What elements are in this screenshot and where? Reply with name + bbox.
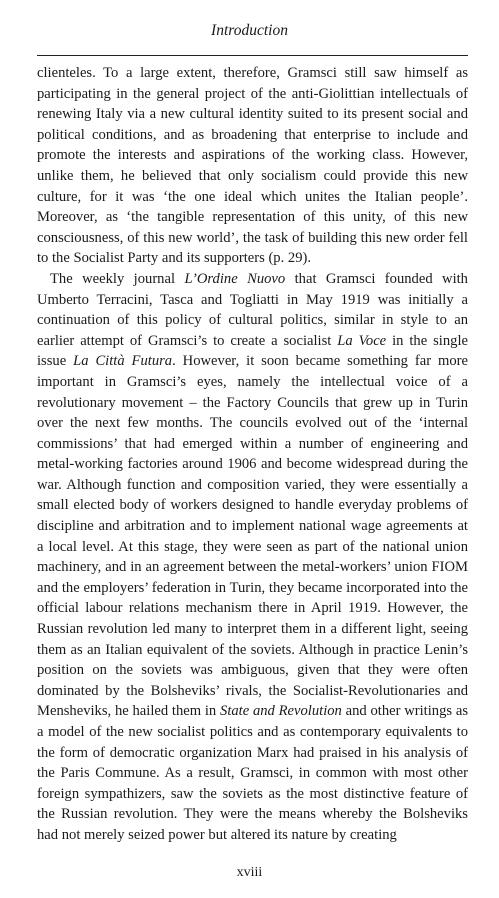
body-text	[37, 63, 468, 846]
paragraph-1	[37, 63, 468, 269]
paragraph-2	[37, 269, 468, 846]
paragraph-2-text-5: and other writings as a model of the new socialist politics and as contemporary equivalents to the form of democratic organization Marx had praised in his analysis of the Paris Commune. As a result, Gramsci, in common with most other foreign sympathizers, saw the soviets as the most distinctive feature of the Russian revolution. They were the means whereby the Bolsheviks had not merely seized power but altered its nature by creating	[37, 703, 468, 843]
paragraph-2-text-3: in the single issue	[37, 332, 468, 370]
paragraph-2-text-4: . However, it soon became something far more important in Gramsci’s eyes, namely the intellectual voice of a revolutionary movement – the Factory Councils that grew up in Turin over the next few months. The councils evolved out of the ‘internal commissions’ that had emerged within a number of engineering and metal-working factories around 1906 and become widespread during the war. Although function and composition varied, they were essentially a small elected body of workers designed to handle everyday problems of discipline and arbitration and to implement national wage agreements at a local level. At this stage, they were seen as part of the national union machinery, and in an agreement between the metal-workers’ union FIOM and the employers’ federation in Turin, they became incorporated into the official labour relations mechanism there in April 1919. However, the Russian revolution led many to interpret them in a different light, seeing them as an Italian equivalent of the soviets. Although in practice Lenin’s position on the soviets was ambiguous, given that they were often dominated by the Bolsheviks’ rivals, the Socialist-Revolutionaries and Mensheviks, he hailed them in	[37, 353, 468, 720]
paragraph-2-text-1: The weekly journal	[50, 270, 185, 287]
journal-title-ordine-nuovo: L’Ordine Nuovo	[184, 270, 286, 287]
paragraph-2-text-2: that Gramsci founded with Umberto Terracini, Tasca and Togliatti in May 1919 was initially a continuation of this policy of cultural politics, similar in style to an earlier attempt of Gramsci’s to create a socialist	[37, 270, 468, 349]
book-title-state-and-revolution: State and Revolution	[220, 703, 342, 720]
header-rule	[37, 55, 468, 56]
page-number: xviii	[236, 865, 263, 880]
journal-title-citta-futura: La Città Futura	[73, 353, 173, 370]
paragraph-1-text: clienteles. To a large extent, therefore, Gramsci still saw himself as participating in the general project of the anti-Giolittian intellectuals of renewing Italy via a new cultural identity suited to its present social and political conditions, and as broadening that enterprise to include and promote the interests and aspirations of the working class. However, unlike them, he believed that only socialism could provide this new culture, for it was ‘the one ideal which unites the Italian people’. Moreover, as ‘the tangible representation of this unity, of this new consciousness, of this new world’, the task of building this new order fell to the Socialist Party and its supporters (p. 29).	[37, 65, 468, 267]
journal-title-la-voce: La Voce	[337, 332, 387, 349]
running-head-title: Introduction	[211, 22, 288, 39]
